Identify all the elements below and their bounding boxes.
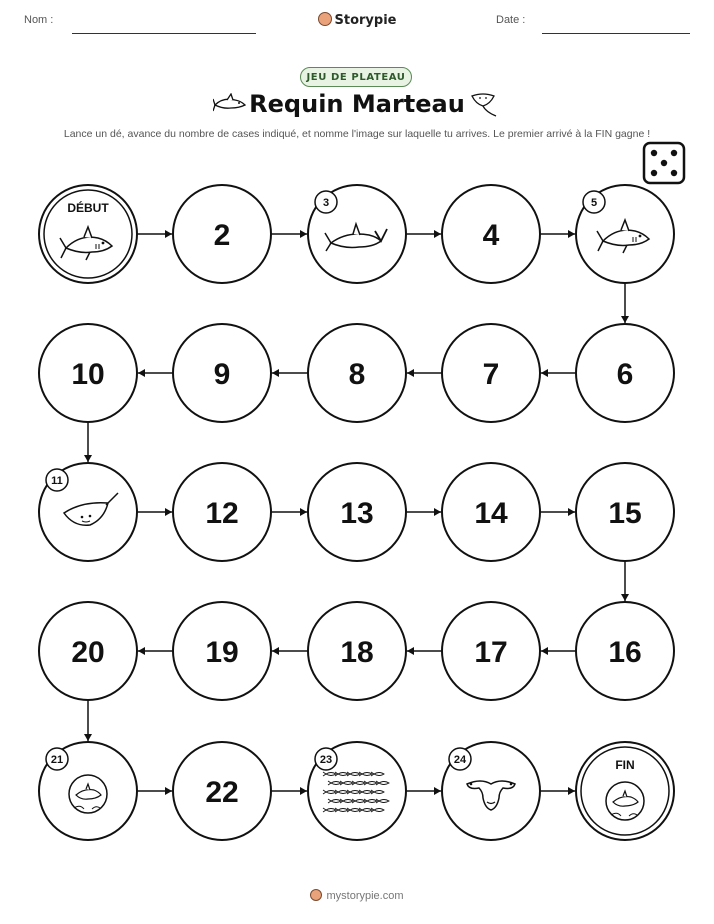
cell-number: 7 <box>482 358 500 391</box>
path-arrow <box>406 508 441 516</box>
path-arrow <box>540 230 575 238</box>
path-arrow <box>272 647 308 655</box>
cell-number: 8 <box>348 358 366 391</box>
path-arrow <box>621 283 629 323</box>
path-arrow <box>84 700 92 741</box>
finish-label: FIN <box>615 758 635 772</box>
board-cell-5 <box>576 185 674 283</box>
cell-number: 16 <box>608 636 642 669</box>
cell-number: 18 <box>340 636 374 669</box>
path-arrow <box>540 508 575 516</box>
path-arrow <box>137 508 172 516</box>
cell-number: 21 <box>50 754 64 766</box>
path-arrow <box>137 787 172 795</box>
cell-number: 5 <box>590 197 598 209</box>
cell-number: 11 <box>51 475 63 487</box>
board-cell-23 <box>308 742 406 840</box>
footer <box>0 889 714 902</box>
path-arrow <box>540 787 575 795</box>
board-cell-4 <box>442 185 540 283</box>
game-type-badge: JEU DE PLATEAU <box>300 67 412 87</box>
cell-number: 9 <box>213 358 231 391</box>
cell-number: 15 <box>608 497 642 530</box>
cell-number: 17 <box>474 636 508 669</box>
board-cell-9 <box>173 324 271 422</box>
board-cell-22 <box>173 742 271 840</box>
path-arrow <box>137 230 172 238</box>
path-arrow <box>406 787 441 795</box>
path-arrow <box>621 561 629 601</box>
board-cell-10 <box>39 324 137 422</box>
instructions-text: Lance un dé, avance du nombre de cases indiqué, et nomme l'image sur laquelle tu arrives. Le premier arrivé à la FIN gagne ! <box>63 128 651 140</box>
path-arrow <box>406 230 441 238</box>
board-cell-14 <box>442 463 540 561</box>
start-label: DÉBUT <box>67 201 109 215</box>
name-label: Nom : <box>24 14 54 26</box>
cell-number: 20 <box>71 636 105 669</box>
path-arrow <box>407 647 442 655</box>
cell-number: 2 <box>213 219 231 252</box>
path-arrow <box>271 230 307 238</box>
cell-number: 24 <box>453 754 467 766</box>
board-cell-3 <box>308 185 406 283</box>
board-cell-25 <box>576 742 674 840</box>
path-arrow <box>138 369 173 377</box>
board-cell-16 <box>576 602 674 700</box>
brand-name: Storypie <box>334 13 397 28</box>
cell-number: 19 <box>205 636 239 669</box>
cell-number: 10 <box>71 358 105 391</box>
cell-number: 4 <box>482 219 500 252</box>
cell-number: 14 <box>474 497 508 530</box>
board-cell-17 <box>442 602 540 700</box>
cell-number: 6 <box>616 358 634 391</box>
board-cell-21 <box>39 742 137 840</box>
date-label: Date : <box>496 14 526 26</box>
aquarium-shark-icon <box>69 775 107 813</box>
cell-number: 12 <box>205 497 239 530</box>
board-cell-18 <box>308 602 406 700</box>
aquarium-shark-icon <box>606 782 644 820</box>
board-cell-19 <box>173 602 271 700</box>
board-cell-1 <box>39 185 137 283</box>
board-cell-12 <box>173 463 271 561</box>
path-arrow <box>272 369 308 377</box>
board-cell-24 <box>442 742 540 840</box>
footer-url: mystorypie.com <box>326 890 404 902</box>
cell-number: 13 <box>340 497 374 530</box>
path-arrow <box>271 508 307 516</box>
path-arrow <box>541 369 576 377</box>
path-arrow <box>541 647 576 655</box>
board-cell-6 <box>576 324 674 422</box>
path-arrow <box>84 422 92 462</box>
board-cell-15 <box>576 463 674 561</box>
board-cell-11 <box>39 463 137 561</box>
board-cell-2 <box>173 185 271 283</box>
board-cell-20 <box>39 602 137 700</box>
path-arrow <box>271 787 307 795</box>
cell-number: 3 <box>322 197 330 209</box>
board-cell-8 <box>308 324 406 422</box>
board-cell-7 <box>442 324 540 422</box>
cell-number: 22 <box>205 776 239 809</box>
page-title: Requin Marteau <box>249 90 465 118</box>
cell-number: 23 <box>319 754 333 766</box>
path-arrow <box>407 369 442 377</box>
board-cell-13 <box>308 463 406 561</box>
path-arrow <box>138 647 173 655</box>
storypie-logo-icon <box>310 889 322 901</box>
